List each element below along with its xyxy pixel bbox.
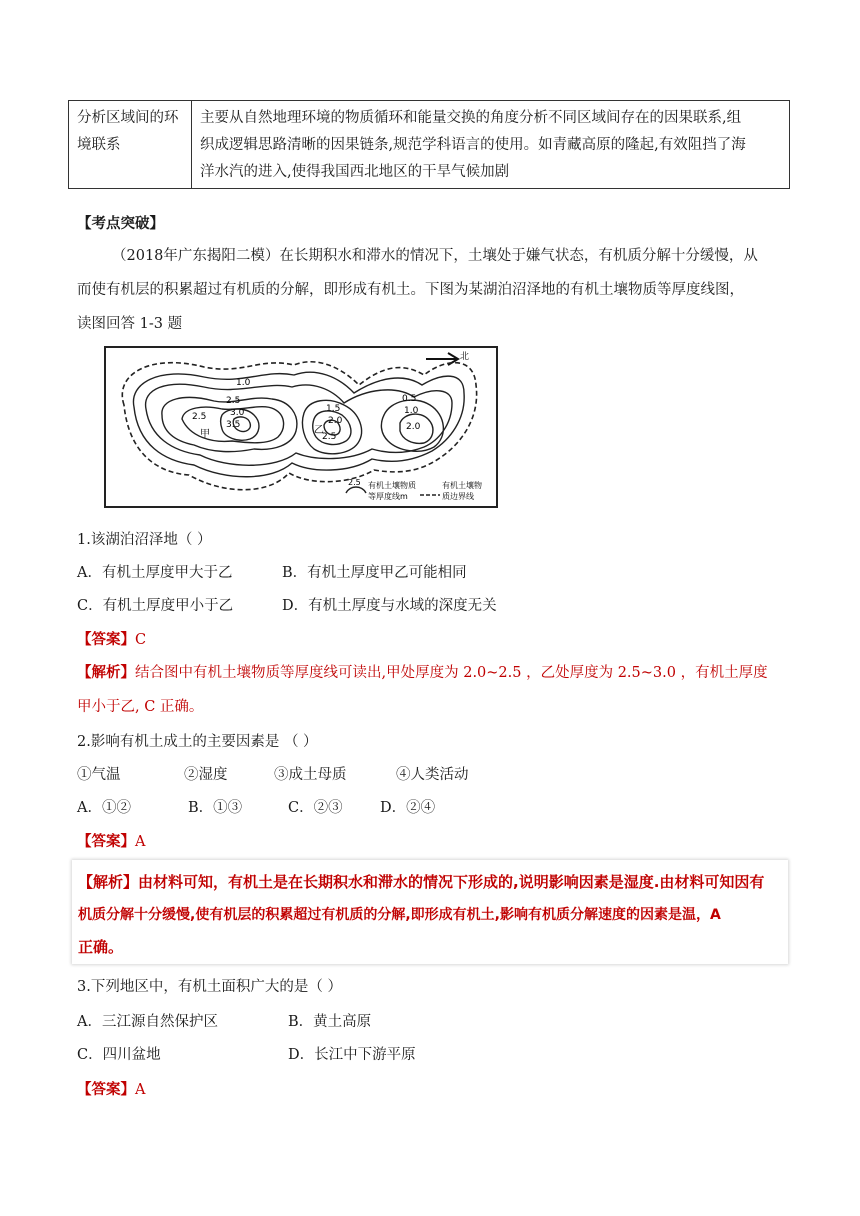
legend-contour-label: 等厚度线m [368, 492, 408, 501]
table-label-line: 境联系 [77, 137, 121, 153]
q2-analysis-line: 正确。 [78, 938, 124, 956]
table-content-line: 主要从自然地理环境的物质循环和能量交换的角度分析不同区域间存在的因果联系,组 [200, 110, 742, 126]
q2-factor-3: ③成土母质 [274, 767, 347, 783]
contour-value: 1.5 [326, 404, 341, 414]
q2-factor-4: ④人类活动 [396, 767, 469, 783]
q1-answer [77, 630, 146, 650]
answer-value: A [135, 834, 146, 850]
table-content-line: 织成逻辑思路清晰的因果链条,规范学科语言的使用。如青藏高原的隆起,有效阻挡了海 [200, 137, 746, 153]
analysis-text: 结合图中有机土壤物质等厚度线可读出,甲处厚度为 2.0~2.5 ，乙处厚度为 2.5~3.0 ，有机土厚度 [135, 665, 768, 681]
contour-map [104, 345, 500, 510]
q3-option-a: A．三江源自然保护区 [77, 1014, 218, 1030]
q2-option-d: D．②④ [380, 800, 436, 816]
legend-contour-label: 有机土壤物质 [368, 481, 416, 490]
q2-option-c: C．②③ [288, 800, 343, 816]
q2-option-b: B．①③ [188, 800, 243, 816]
map-label-yi: 乙 [314, 425, 324, 436]
table-label-cell [69, 101, 192, 189]
intro-line: （2018年广东揭阳二模）在长期积水和滞水的情况下，土壤处于嫌气状态，有机质分解十分缓慢，从 [112, 248, 758, 264]
contour-value: 2.5 [192, 412, 207, 422]
legend-value: 2.5 [348, 478, 361, 487]
q1-stem: 1.该湖泊沼泽地（ ） [77, 532, 212, 548]
q1-analysis [77, 663, 768, 683]
geography-skill-table [68, 100, 790, 189]
answer-label: 【答案】 [77, 833, 135, 850]
table-content-cell [192, 101, 790, 189]
section-title: 【考点突破】 [77, 215, 164, 232]
contour-value: 3.5 [226, 420, 241, 430]
q2-factor-1: ①气温 [77, 767, 121, 783]
table-label-line: 分析区域间的环 [77, 110, 179, 126]
contour-value: 0.5 [402, 394, 417, 404]
analysis-label: 【解析】 [78, 873, 139, 891]
q1-option-a: A．有机土厚度甲大于乙 [77, 565, 233, 581]
contour-value: 3.0 [230, 408, 245, 418]
contour-value: 1.0 [404, 406, 419, 416]
q3-option-b: B．黄土高原 [288, 1014, 372, 1030]
answer-value: A [135, 1082, 146, 1098]
answer-label: 【答案】 [77, 1081, 135, 1098]
q3-option-c: C．四川盆地 [77, 1047, 161, 1063]
contour-value: 1.0 [236, 378, 251, 388]
q2-option-a: A．①② [77, 800, 131, 816]
q2-analysis-box [72, 860, 788, 964]
q3-stem: 3.下列地区中，有机土面积广大的是（ ） [77, 979, 342, 995]
contour-value: 2.0 [328, 416, 343, 426]
q3-answer [77, 1080, 145, 1100]
answer-value: C [135, 632, 147, 648]
legend-boundary-label: 有机土壤物 [442, 481, 482, 490]
contour-value: 2.0 [406, 422, 421, 432]
q2-answer [77, 832, 145, 852]
answer-label: 【答案】 [77, 631, 135, 648]
map-label-jia: 甲 [200, 429, 210, 440]
contour-value: 2.5 [226, 396, 241, 406]
intro-line: 读图回答 1-3 题 [77, 316, 183, 332]
table-row [69, 101, 790, 189]
q2-analysis [78, 872, 764, 892]
north-label: 北 [460, 352, 470, 362]
q2-stem: 2.影响有机土成土的主要因素是 （ ） [77, 734, 318, 750]
q1-option-b: B．有机土厚度甲乙可能相同 [282, 565, 467, 581]
q3-option-d: D．长江中下游平原 [288, 1047, 416, 1063]
q2-analysis-line: 机质分解十分缓慢,使有机层的积累超过有机质的分解,即形成有机土,影响有机质分解速度的因素是温，A [78, 907, 721, 923]
q1-analysis-line: 甲小于乙, C 正确。 [77, 699, 204, 715]
contour-value: 2.5 [322, 432, 337, 442]
intro-line: 而使有机层的积累超过有机质的分解，即形成有机土。下图为某湖泊沼泽地的有机土壤物质等厚度线图， [77, 282, 744, 298]
q1-option-c: C．有机土厚度甲小于乙 [77, 598, 234, 614]
analysis-text: 由材料可知，有机土是在长期积水和滞水的情况下形成的,说明影响因素是湿度.由材料可知因有 [138, 873, 765, 891]
table-content-line: 洋水汽的进入,使得我国西北地区的干旱气候加剧 [200, 164, 510, 180]
analysis-label: 【解析】 [77, 664, 135, 681]
q1-option-d: D．有机土厚度与水域的深度无关 [282, 598, 497, 614]
legend-boundary-label: 质边界线 [442, 492, 474, 501]
q2-factor-2: ②湿度 [184, 767, 228, 783]
